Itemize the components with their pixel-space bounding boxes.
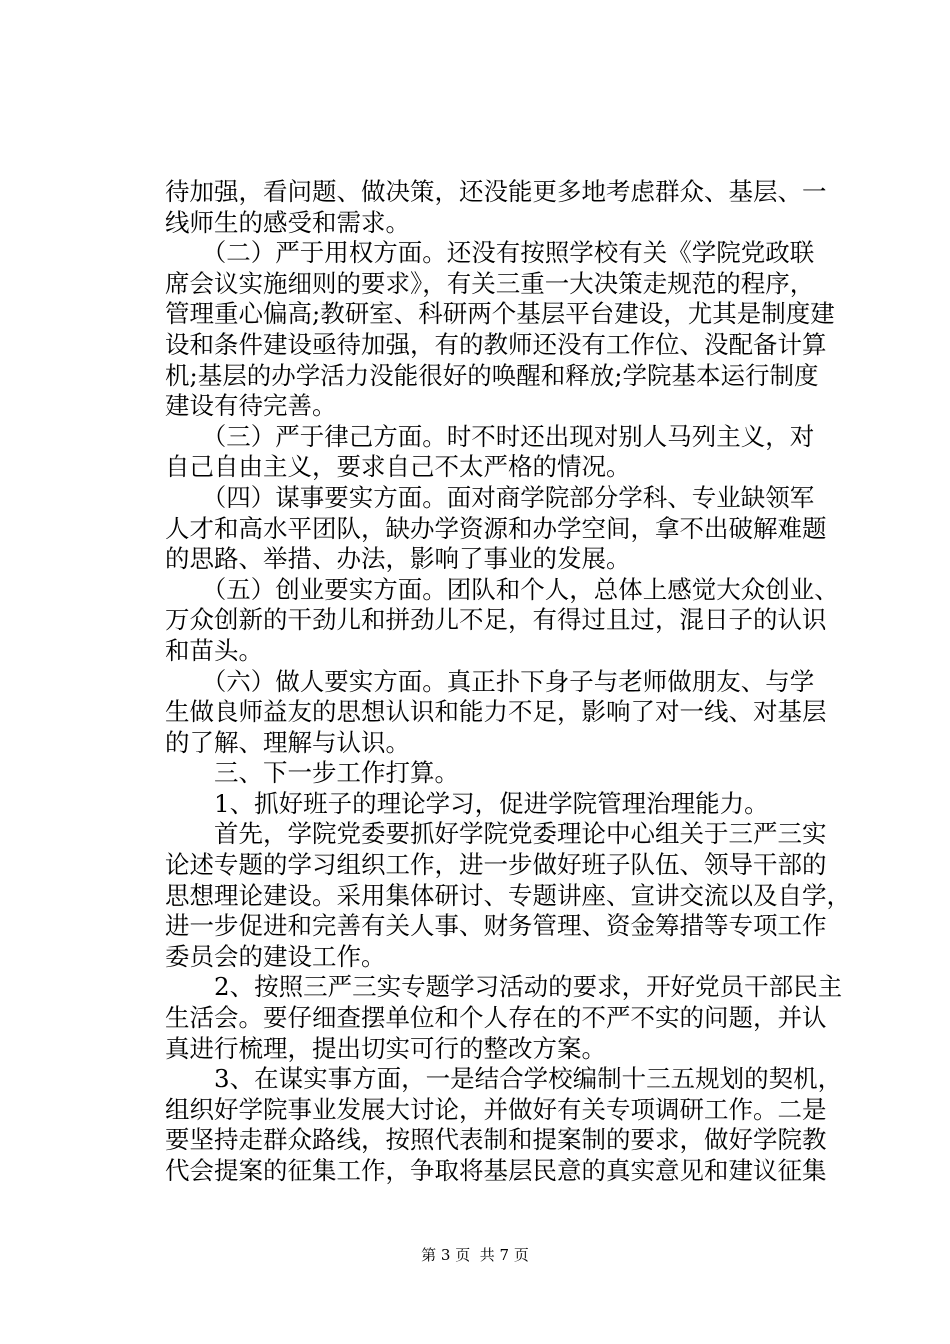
- text-line: 三、下一步工作打算。: [165, 758, 459, 788]
- text-line: 要坚持走群众路线，按照代表制和提案制的要求，做好学院教: [165, 1125, 827, 1155]
- text-line: （四）谋事要实方面。面对商学院部分学科、专业缺领军: [165, 482, 815, 512]
- text-line: 管理重心偏高;教研室、科研两个基层平台建设，尤其是制度建: [165, 299, 835, 329]
- text-line: 首先，学院党委要抓好学院党委理论中心组关于三严三实: [165, 819, 827, 849]
- page-footer: [0, 1245, 950, 1265]
- text-line: 委员会的建设工作。: [165, 941, 386, 971]
- text-line: 席会议实施细则的要求》，有关三重一大决策走规范的程序，: [165, 268, 815, 298]
- text-line: 设和条件建设亟待加强，有的教师还没有工作位、没配备计算: [165, 329, 827, 359]
- text-line: 组织好学院事业发展大讨论，并做好有关专项调研工作。二是: [165, 1094, 827, 1124]
- text-line: 思想理论建设。采用集体研讨、专题讲座、宣讲交流以及自学，: [165, 880, 851, 910]
- text-line: 2、按照三严三实专题学习活动的要求，开好党员干部民主: [165, 972, 843, 1002]
- text-line: （三）严于律己方面。时不时还出现对别人马列主义，对: [165, 421, 815, 451]
- text-line: （六）做人要实方面。真正扑下身子与老师做朋友、与学: [165, 666, 815, 696]
- text-line: 的了解、理解与认识。: [165, 727, 410, 757]
- text-line: 人才和高水平团队，缺办学资源和办学空间，拿不出破解难题: [165, 513, 827, 543]
- text-line: 万众创新的干劲儿和拼劲儿不足，有得过且过，混日子的认识: [165, 605, 827, 635]
- text-line: 和苗头。: [165, 635, 263, 665]
- text-line: 的思路、举措、办法，影响了事业的发展。: [165, 544, 631, 574]
- text-line: 1、抓好班子的理论学习，促进学院管理治理能力。: [165, 788, 769, 818]
- text-line: 进一步促进和完善有关人事、财务管理、资金筹措等专项工作: [165, 911, 827, 941]
- text-line: 论述专题的学习组织工作，进一步做好班子队伍、领导干部的: [165, 850, 827, 880]
- text-line: 自己自由主义，要求自己不太严格的情况。: [165, 452, 631, 482]
- text-line: （二）严于用权方面。还没有按照学校有关《学院党政联: [165, 238, 815, 268]
- text-line: 生做良师益友的思想认识和能力不足，影响了对一线、对基层: [165, 697, 827, 727]
- text-line: 机;基层的办学活力没能很好的唤醒和释放;学院基本运行制度: [165, 360, 819, 390]
- text-line: 待加强，看问题、做决策，还没能更多地考虑群众、基层、一: [165, 177, 827, 206]
- text-line: 线师生的感受和需求。: [165, 207, 410, 237]
- text-line: （五）创业要实方面。团队和个人，总体上感觉大众创业、: [165, 574, 839, 604]
- text-line: 代会提案的征集工作，争取将基层民意的真实意见和建议征集: [165, 1156, 827, 1185]
- text-line: 真进行梳理，提出切实可行的整改方案。: [165, 1033, 606, 1063]
- page-number-label: 第 3 页 共 7 页: [421, 1246, 529, 1264]
- body-text: [165, 177, 851, 1187]
- text-line: 3、在谋实事方面，一是结合学校编制十三五规划的契机，: [165, 1064, 843, 1094]
- text-line: 建设有待完善。: [165, 391, 337, 421]
- text-line: 生活会。要仔细查摆单位和个人存在的不严不实的问题，并认: [165, 1003, 827, 1033]
